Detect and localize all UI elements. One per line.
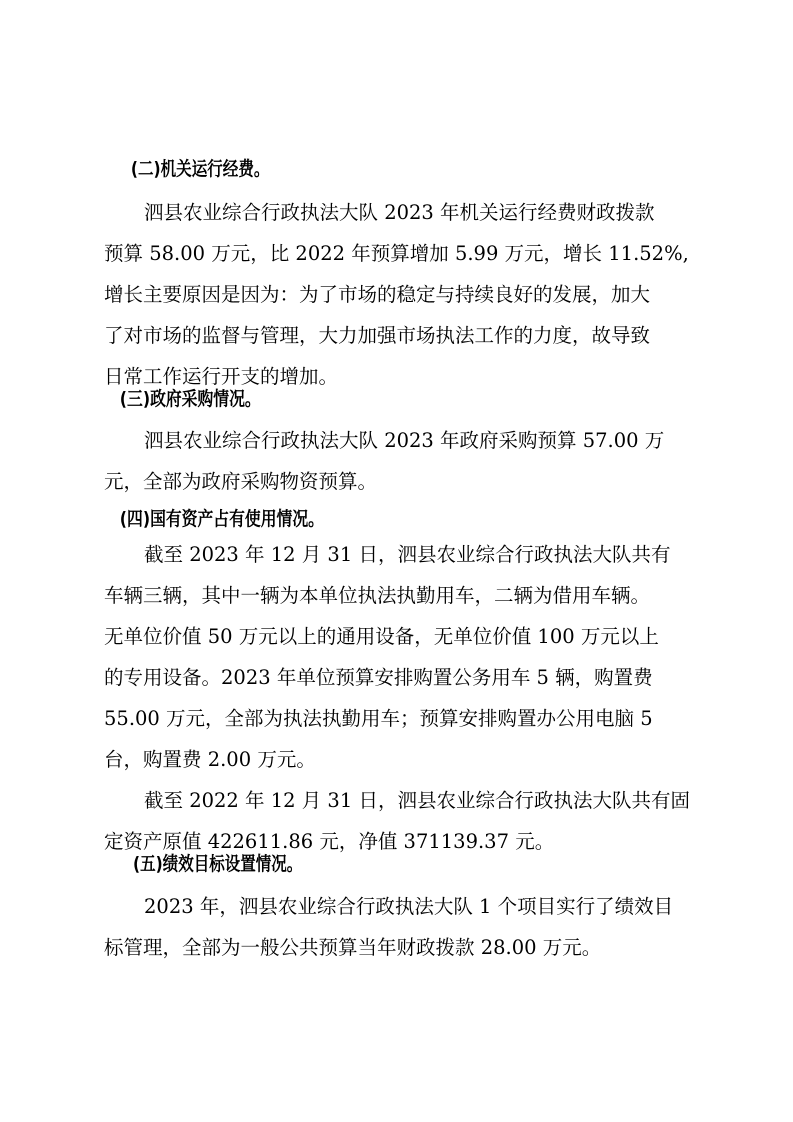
paragraph-line: 的专用设备。2023 年单位预算安排购置公务用车 5 辆，购置费 — [104, 666, 653, 689]
paragraph-line: 日常工作运行开支的增加。 — [104, 365, 339, 388]
paragraph-line: 车辆三辆，其中一辆为本单位执法执勤用车，二辆为借用车辆。 — [104, 584, 651, 607]
paragraph-line: 截至 2022 年 12 月 31 日，泗县农业综合行政执法大队共有固 — [144, 789, 690, 812]
paragraph-line: 截至 2023 年 12 月 31 日，泗县农业综合行政执法大队共有 — [144, 543, 671, 566]
paragraph-line: 台，购置费 2.00 万元。 — [104, 748, 316, 771]
section-heading-3: (三)政府采购情况。 — [119, 388, 261, 410]
paragraph-line: 元，全部为政府采购物资预算。 — [104, 470, 378, 493]
paragraph-line: 了对市场的监督与管理，大力加强市场执法工作的力度，故导致 — [104, 324, 651, 347]
section-heading-2: (二)机关运行经费。 — [130, 158, 270, 180]
paragraph-line: 增长主要原因是因为：为了市场的稳定与持续良好的发展，加大 — [104, 283, 651, 306]
paragraph-line: 标管理，全部为一般公共预算当年财政拨款 28.00 万元。 — [104, 936, 602, 959]
paragraph-line: 55.00 万元，全部为执法执勤用车；预算安排购置办公用电脑 5 — [104, 707, 653, 730]
paragraph-line: 预算 58.00 万元，比 2022 年预算增加 5.99 万元，增长 11.52%, — [104, 242, 689, 265]
paragraph-line: 定资产原值 422611.86 元，净值 371139.37 元。 — [104, 830, 555, 853]
section-heading-4: (四)国有资产占有使用情况。 — [119, 508, 324, 530]
paragraph-line: 泗县农业综合行政执法大队 2023 年机关运行经费财政拨款 — [144, 201, 655, 224]
paragraph-line: 无单位价值 50 万元以上的通用设备，无单位价值 100 万元以上 — [104, 625, 659, 648]
section-heading-5: (五)绩效目标设置情况。 — [133, 853, 303, 875]
paragraph-line: 2023 年，泗县农业综合行政执法大队 1 个项目实行了绩效目 — [144, 895, 674, 918]
paragraph-line: 泗县农业综合行政执法大队 2023 年政府采购预算 57.00 万 — [144, 429, 665, 452]
